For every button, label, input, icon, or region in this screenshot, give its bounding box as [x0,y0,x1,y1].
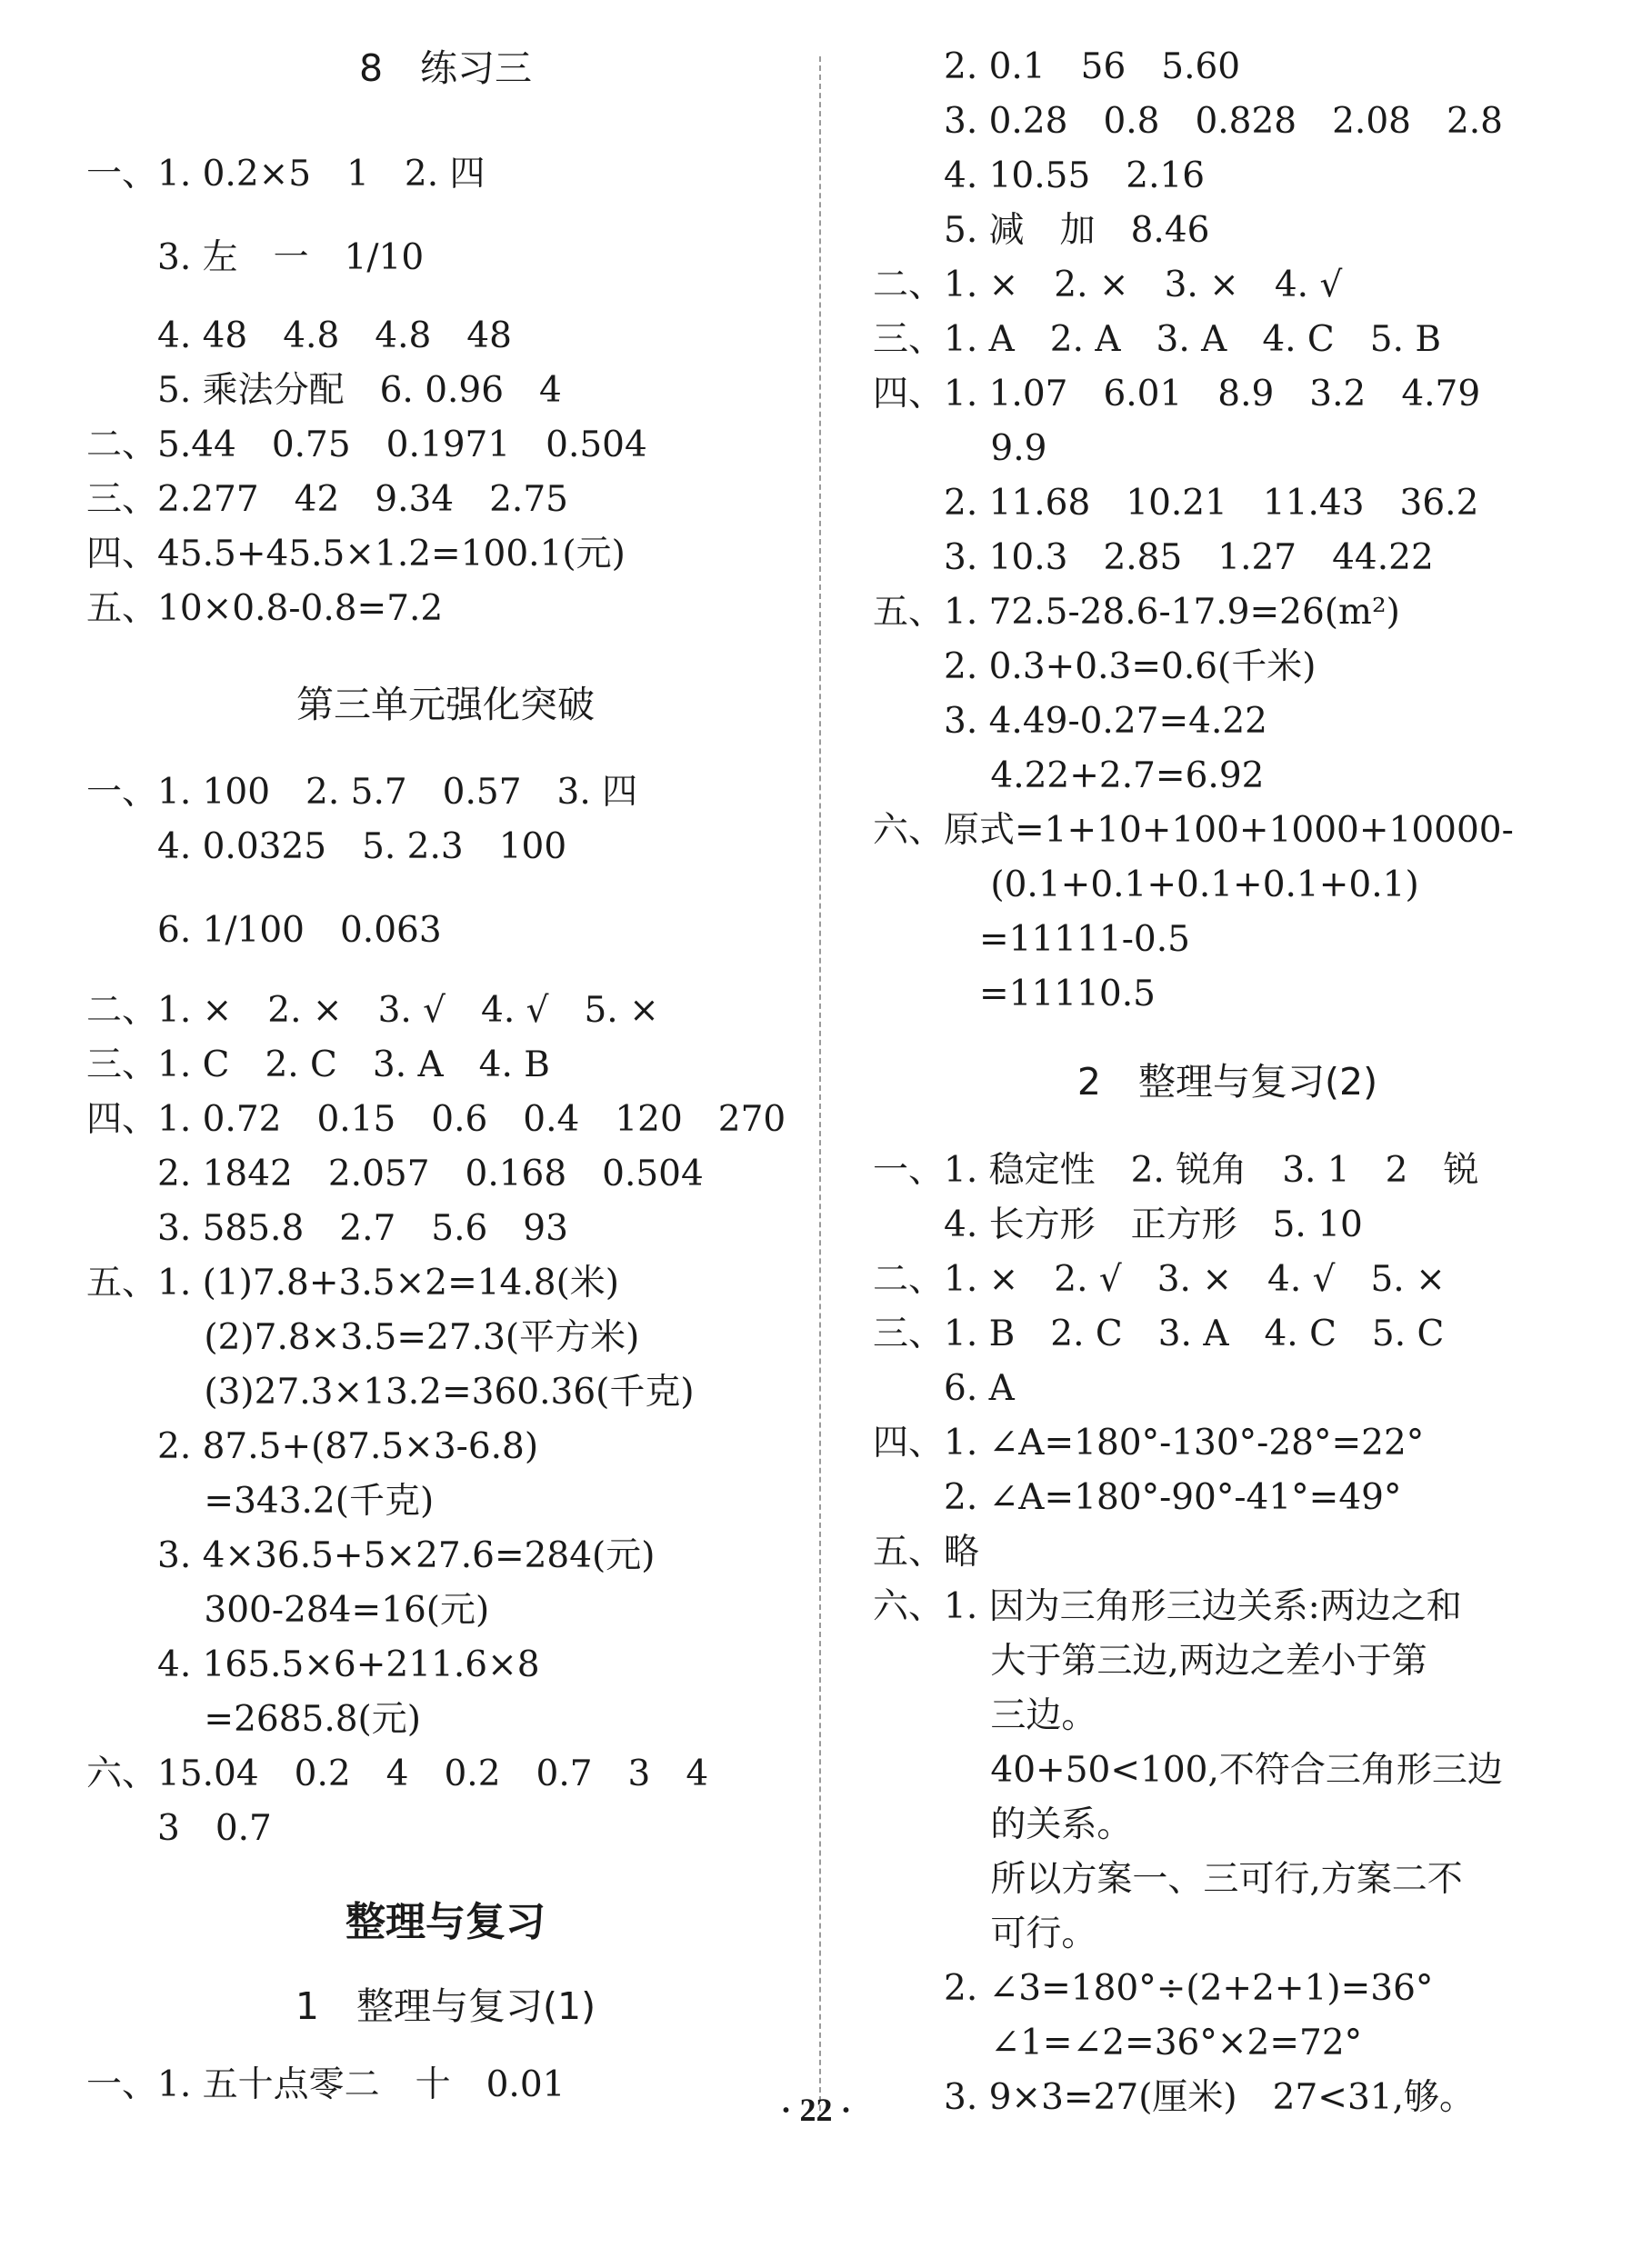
right-answer-line: 二、1. × 2. × 3. × 4. √ [873,265,1343,305]
page-number: · 22 · [780,2092,852,2128]
right-answer-line: 六、原式=1+10+100+1000+10000- [873,810,1514,851]
left-answer-line: 一、1. 100 2. 5.7 0.57 3. 四 [86,772,638,813]
right-answer-line: 的关系。 [873,1804,1133,1845]
right-answer-line: 2. 0.1 56 5.60 [873,46,1241,87]
left-answer-line: 四、1. 0.72 0.15 0.6 0.4 120 270 [86,1099,786,1140]
right-answer-line: 5. 减 加 8.46 [873,210,1210,251]
right-answer-line: 所以方案一、三可行,方案二不 [873,1859,1463,1900]
left-answer-line: 300-284=16(元) [86,1590,490,1631]
left-section-heading: 1 整理与复习(1) [295,1984,596,2028]
left-answer-line: 二、1. × 2. × 3. √ 4. √ 5. × [86,990,659,1031]
right-answer-line: =11111-0.5 [873,919,1190,960]
left-section-heading: 整理与复习 [345,1899,546,1945]
left-section-heading: 8 练习三 [358,46,533,90]
right-answer-line: 一、1. 稳定性 2. 锐角 3. 1 2 锐 [873,1150,1479,1191]
left-answer-line: (2)7.8×3.5=27.3(平方米) [86,1317,640,1358]
right-answer-line: 五、略 [873,1532,980,1573]
left-answer-line: 3. 585.8 2.7 5.6 93 [86,1208,568,1249]
right-answer-line: 可行。 [873,1913,1097,1954]
left-answer-line: 一、1. 五十点零二 十 0.01 [86,2064,566,2105]
right-answer-line: 三、1. A 2. A 3. A 4. C 5. B [873,319,1442,360]
right-answer-line: ∠1=∠2=36°×2=72° [873,2023,1363,2063]
right-answer-line: 三边。 [873,1695,1097,1736]
right-answer-line: =11110.5 [873,974,1156,1014]
right-answer-line: 3. 10.3 2.85 1.27 44.22 [873,537,1434,578]
right-answer-line: 2. ∠3=180°÷(2+2+1)=36° [873,1968,1434,2009]
left-answer-line: 六、15.04 0.2 4 0.2 0.7 3 4 [86,1753,709,1794]
right-answer-line: 40+50<100,不符合三角形三边 [873,1750,1503,1791]
right-answer-line: 2. 0.3+0.3=0.6(千米) [873,646,1317,687]
left-answer-line: 3. 4×36.5+5×27.6=284(元) [86,1535,656,1576]
left-answer-line: 6. 1/100 0.063 [86,910,442,951]
right-answer-line: 4. 10.55 2.16 [873,155,1206,196]
left-answer-line: 4. 0.0325 5. 2.3 100 [86,826,567,867]
left-answer-line: =2685.8(元) [86,1699,421,1740]
right-answer-line: 9.9 [873,428,1047,469]
left-section-heading: 第三单元强化突破 [296,683,595,726]
right-answer-line: 六、1. 因为三角形三边关系:两边之和 [873,1586,1462,1627]
right-answer-line: (0.1+0.1+0.1+0.1+0.1) [873,864,1419,905]
column-divider [819,56,821,2120]
left-answer-line: 五、10×0.8-0.8=7.2 [86,588,444,629]
right-answer-line: 4.22+2.7=6.92 [873,755,1265,796]
right-answer-line: 4. 长方形 正方形 5. 10 [873,1204,1363,1245]
left-answer-line: 二、5.44 0.75 0.1971 0.504 [86,425,647,465]
left-answer-line: 3 0.7 [86,1808,272,1849]
right-answer-line: 3. 4.49-0.27=4.22 [873,701,1267,742]
left-answer-line: 3. 左 一 1/10 [86,237,425,278]
left-answer-line: 4. 165.5×6+211.6×8 [86,1644,540,1685]
right-answer-line: 四、1. ∠A=180°-130°-28°=22° [873,1423,1425,1464]
right-answer-line: 2. 11.68 10.21 11.43 36.2 [873,483,1479,524]
left-answer-line: 4. 48 4.8 4.8 48 [86,315,512,356]
right-answer-line: 2. ∠A=180°-90°-41°=49° [873,1477,1402,1518]
left-answer-line: (3)27.3×13.2=360.36(千克) [86,1372,695,1413]
left-answer-line: 四、45.5+45.5×1.2=100.1(元) [86,534,626,574]
right-answer-line: 6. A [873,1368,1015,1409]
left-answer-line: 一、1. 0.2×5 1 2. 四 [86,154,486,195]
left-answer-line: 三、2.277 42 9.34 2.75 [86,479,568,520]
left-answer-line: 三、1. C 2. C 3. A 4. B [86,1044,550,1085]
right-answer-line: 3. 9×3=27(厘米) 27<31,够。 [873,2077,1475,2118]
left-answer-line: =343.2(千克) [86,1481,435,1522]
left-answer-line: 2. 1842 2.057 0.168 0.504 [86,1154,704,1194]
left-answer-line: 2. 87.5+(87.5×3-6.8) [86,1426,539,1467]
right-answer-line: 大于第三边,两边之差小于第 [873,1641,1427,1682]
right-answer-line: 五、1. 72.5-28.6-17.9=26(m²) [873,592,1400,633]
right-answer-line: 3. 0.28 0.8 0.828 2.08 2.8 [873,101,1503,142]
left-answer-line: 5. 乘法分配 6. 0.96 4 [86,370,562,411]
right-section-heading: 2 整理与复习(2) [1076,1060,1378,1104]
right-answer-line: 三、1. B 2. C 3. A 4. C 5. C [873,1314,1445,1354]
right-answer-line: 二、1. × 2. √ 3. × 4. √ 5. × [873,1259,1446,1300]
right-answer-line: 四、1. 1.07 6.01 8.9 3.2 4.79 [873,374,1481,415]
left-answer-line: 五、1. (1)7.8+3.5×2=14.8(米) [86,1263,620,1304]
